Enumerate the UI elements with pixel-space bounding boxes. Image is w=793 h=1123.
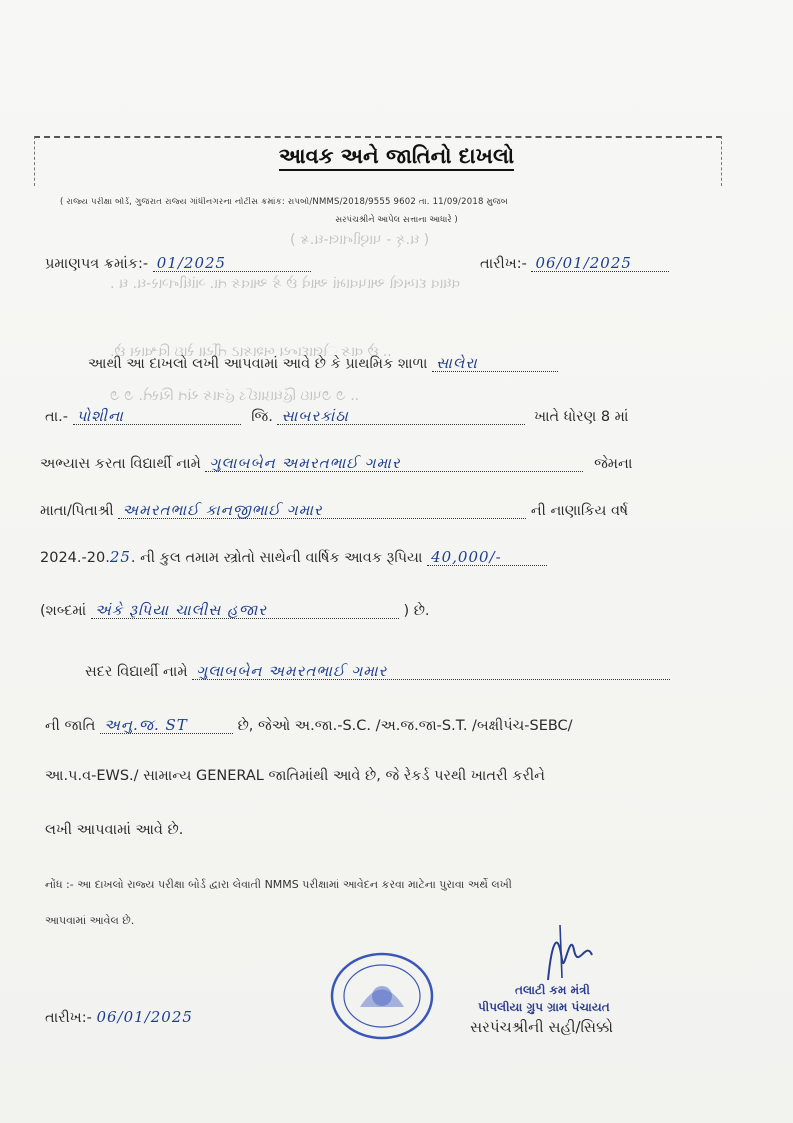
year-from: 2024 bbox=[40, 550, 77, 566]
caste-line4: લખી આપવામાં આવે છે. bbox=[45, 822, 184, 838]
caste-student-label: સદર વિદ્યાર્થી નામે bbox=[85, 664, 188, 680]
subtitle-authority: સરપંચશ્રીને આપેલ સત્તાના આધારે ) bbox=[335, 215, 458, 225]
seal-designation: તલાટી કમ મંત્રી bbox=[515, 983, 590, 997]
sarpanch-signature-label: સરપંચશ્રીની સહી/સિક્કો bbox=[470, 1018, 614, 1036]
location-row bbox=[45, 408, 628, 425]
caste-value: અનુ.જ. ST bbox=[100, 717, 233, 734]
income-row: 2024.-20.25. ની કુલ તમામ સ્ત્રોતો સાથેની વાર્ષિક આવક રૂપિયા 40,000/- bbox=[40, 548, 547, 566]
income-value: 40,000/- bbox=[427, 549, 547, 566]
income-text: ની કુલ તમામ સ્ત્રોતો સાથેની વાર્ષિક આવક રૂપિયા bbox=[140, 550, 423, 566]
round-seal-stamp bbox=[330, 952, 434, 1040]
date-label: તારીખ:- bbox=[480, 256, 527, 272]
parent-label: માતા/પિતાશ્રી bbox=[40, 503, 114, 519]
caste-categories: છે, જેઓ અ.જા.-S.C. /અ.જ.જા-S.T. /બક્ષીપંચ-SEBC/ bbox=[237, 718, 573, 734]
seal-panchayat: પીપલીયા ગ્રુપ ગ્રામ પંચાયત bbox=[478, 1000, 610, 1014]
standard-text: ખાતે ધોરણ 8 માં bbox=[534, 409, 629, 425]
caste-row bbox=[45, 717, 573, 734]
school-value: સાલેરા bbox=[432, 355, 558, 372]
note-line2: આપવામાં આવેલ છે. bbox=[45, 914, 135, 927]
words-end: ) છે. bbox=[403, 603, 430, 619]
words-label: (શબ્દમાં bbox=[40, 603, 87, 619]
note-line1: નોંધ :- આ દાખલો રાજ્ય પરીક્ષા બોર્ડ દ્વારા લેવાતી NMMS પરીક્ષામાં આવેદન કરવા માટેના પુરાવા અર્થે લખી bbox=[45, 878, 512, 891]
bleed-through-text: .. ૭ ૭૫ાઇ હિંઘાપ્રાઈડ હંત્રાક ચંત ચિસ્તે. ૭ ૭ bbox=[110, 388, 360, 404]
caste-label: ની જાતિ bbox=[45, 718, 96, 734]
taluka-value: પોશીના bbox=[73, 408, 241, 425]
certificate-number-value: 01/2025 bbox=[153, 255, 311, 272]
certificate-number-label: પ્રમાણપત્ર ક્રમાંક:- bbox=[45, 256, 149, 272]
year-to: 25 bbox=[109, 548, 131, 566]
student-name: ગુલાબબેન અમરતભાઈ ગમાર bbox=[205, 455, 583, 472]
income-words-row bbox=[40, 602, 430, 619]
student-row bbox=[40, 455, 632, 472]
subtitle-reference: ( રાજ્ય પરીક્ષા બોર્ડ, ગુજરાત રાજ્ય ગાંધીનગરના નોટીસ ક્રમાંક: રાપબો/NMMS/2018/9555 9602 તા. 11/09/2018 મુજબ bbox=[60, 197, 508, 207]
bleed-through-text: .. છે વાક ોલાદાન્ય બશકાટ ર્તીયા રેાઇ વિશ્વાસ છે. bbox=[110, 344, 392, 360]
caste-student-name: ગુલાબબેન અમરતભાઈ ગમાર bbox=[192, 663, 670, 680]
footer-date-label: તારીખ:- bbox=[45, 1010, 92, 1026]
footer-date-row bbox=[45, 1008, 193, 1026]
caste-line3: આ.પ.વ-EWS./ સામાન્ય GENERAL જાતિમાંથી આવે છે, જે રેકર્ડ પરથી ખાતરી કરીને bbox=[45, 768, 545, 784]
intro-text: આથી આ દાખલો લખી આપવામાં આવે છે કે પ્રાથમિક શાળા bbox=[88, 356, 428, 372]
signature-mark bbox=[540, 920, 600, 990]
income-words-value: અંકે રૂપિયા ચાલીસ હજાર bbox=[91, 602, 399, 619]
footer-date-value: 06/01/2025 bbox=[96, 1008, 193, 1026]
parent-row bbox=[40, 502, 628, 519]
district-label: જિ. bbox=[251, 409, 273, 425]
taluka-label: તા.- bbox=[45, 409, 69, 425]
date-value: 06/01/2025 bbox=[531, 255, 669, 272]
district-value: સાબરકાંઠા bbox=[277, 408, 525, 425]
jemna-text: જેમના bbox=[594, 456, 633, 472]
page-title: આવક અને જાતિનો દાખલો bbox=[0, 144, 793, 169]
date-row bbox=[480, 255, 669, 272]
student-label: અભ્યાસ કરતા વિદ્યાર્થી નામે bbox=[40, 456, 201, 472]
bleed-through-text: વધાવ દાખલો આપવામાં આવે છે કે આવક તા. ગાંધીનગર-ઘ. ઘ . bbox=[110, 276, 460, 292]
caste-student-row bbox=[85, 663, 670, 680]
certificate-intro-row bbox=[88, 355, 558, 372]
certificate-number-row bbox=[45, 255, 311, 272]
parent-name: અમરતભાઈ કાનજીભાઈ ગમાર bbox=[118, 502, 526, 519]
bleed-through-text: ( ઘ.ક્ - ૫ાણીનાલ-ઘ.ક્ર ) bbox=[290, 232, 430, 248]
financial-year-text: ની નાણાકિય વર્ષ bbox=[530, 503, 629, 519]
